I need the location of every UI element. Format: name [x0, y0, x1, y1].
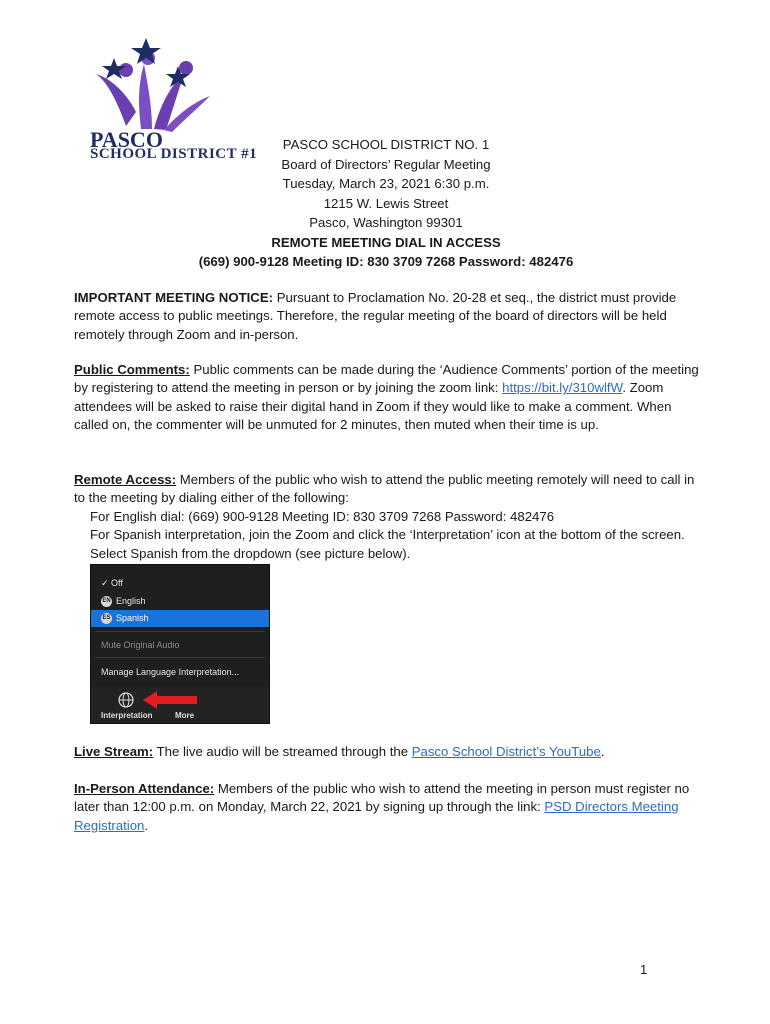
remote-access-paragraph [74, 471, 704, 563]
youtube-link[interactable]: Pasco School District’s YouTube [411, 744, 601, 759]
meeting-header [74, 135, 698, 272]
meeting-title: Board of Directors’ Regular Meeting [281, 156, 491, 172]
zoom-link[interactable]: https://bit.ly/310wlfW [502, 380, 623, 396]
in-person-paragraph: In-Person Attendance: Members of the public who wish to attend the meeting in person must register no later than 12:00 p.m. on Monday, March 22, 2021 by signing up through the link: PSD Directors Meeting Registration. [74, 781, 690, 833]
live-stream-paragraph: Live Stream: The live audio will be streamed through the Pasco School District’s YouTube. [74, 744, 605, 759]
dial-in-details: (669) 900-9128 Meeting ID: 830 3709 7268 Password: 482476 [198, 254, 574, 269]
public-comments-text-1: Public comments can be made during the ‘Audience Comments’ portion of the meeting by registering to attend the meeting in person or by joining the zoom link: [74, 362, 699, 396]
check-icon: ✓ [101, 578, 112, 588]
remote-access-label: Remote Access: [74, 472, 177, 487]
zoom-separator [95, 631, 265, 632]
notice-label: IMPORTANT MEETING NOTICE: [74, 290, 274, 305]
meeting-street: 1215 W. Lewis Street [323, 195, 449, 211]
red-arrow-icon [141, 689, 201, 711]
in-person-text: Members of the public who wish to attend the meeting in person must register no later than 12:00 p.m. on Monday, March 22, 2021 by signing up through the link: [74, 781, 690, 815]
zoom-interpretation-screenshot [90, 564, 270, 724]
zoom-option-manage: Manage Language Interpretation... [101, 667, 240, 677]
zoom-more-label: More [175, 711, 195, 720]
page-number: 1 [640, 962, 648, 977]
registration-link[interactable]: PSD Directors Meeting Registration [74, 799, 679, 833]
public-comments-text-2: . Zoom attendees will be asked to raise their digital hand in Zoom if they would like to make a comment. When called on, the commenter will be unmuted for 2 minutes, then muted when their time is up. [74, 380, 672, 433]
spanish-badge-icon: ES [101, 613, 112, 624]
public-comments-label: Public Comments: [74, 362, 190, 377]
meeting-date: Tuesday, March 23, 2021 6:30 p.m. [282, 176, 490, 191]
zoom-option-off: ✓ Off [101, 578, 123, 588]
zoom-toolbar [91, 687, 269, 723]
live-stream-label: Live Stream: [74, 744, 154, 759]
zoom-option-spanish: ES Spanish [91, 610, 269, 627]
important-notice-paragraph [74, 289, 704, 344]
logo-text-pasco: PASCO [90, 127, 163, 152]
meeting-city: Pasco, Washington 99301 [309, 215, 463, 230]
remote-access-text: Members of the public who wish to attend the public meeting remotely will need to call in to the meeting by dialing either of the following: [74, 472, 695, 506]
logo-text-district: SCHOOL DISTRICT #1 [90, 146, 258, 162]
zoom-separator [95, 657, 265, 658]
spanish-instructions: For Spanish interpretation, join the Zoom and click the ‘Interpretation’ icon at the bottom of the screen. Select Spanish from the dropdown (see picture below). [90, 527, 685, 561]
globe-icon [117, 691, 135, 709]
english-badge-icon: EN [101, 596, 112, 607]
zoom-option-english: EN English [102, 596, 146, 606]
zoom-option-mute: Mute Original Audio [101, 640, 180, 650]
district-name: PASCO SCHOOL DISTRICT NO. 1 [282, 137, 490, 152]
public-comments-paragraph [74, 361, 704, 435]
english-dial-line: For English dial: (669) 900-9128 Meeting ID: 830 3709 7268 Password: 482476 [90, 508, 555, 524]
live-stream-text: The live audio will be streamed through the [153, 744, 412, 759]
zoom-interpretation-label: Interpretation [101, 711, 153, 720]
dial-in-heading: REMOTE MEETING DIAL IN ACCESS [271, 234, 501, 250]
in-person-label: In-Person Attendance: [74, 781, 215, 796]
notice-text: Pursuant to Proclamation No. 20-28 et seq., the district must provide remote access to public meetings. Therefore, the regular meeting of the board of directors will be held remotely through Zoom and in-person. [74, 290, 677, 342]
